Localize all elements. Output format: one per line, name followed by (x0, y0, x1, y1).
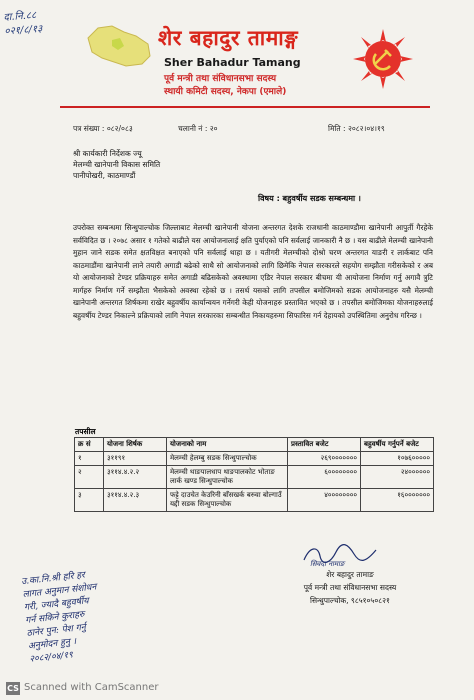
registration-number: दा.नि.८८ (3, 10, 37, 24)
cell-code: ३११९१ (104, 452, 167, 466)
scanner-text: Scanned with CamScanner (24, 682, 159, 693)
note-line: ठानेर पुन: पेश गर्नु (26, 622, 87, 639)
cell-name: मेलम्ची हेलम्बु सडक सिन्धुपाल्चोक (167, 452, 288, 466)
table-row (75, 452, 434, 466)
col-header-budget: प्रस्तावित बजेट (288, 438, 361, 452)
cell-budget: ६०००००००० (288, 466, 361, 489)
table-header-row (75, 438, 434, 452)
handwritten-registration (3, 9, 43, 40)
letter-date: मिति : २०८२।०४।१९ (328, 124, 385, 133)
reference-number: पत्र संख्या : ०८२/०८३ (73, 124, 133, 133)
signature-block (275, 568, 425, 607)
cell-budget: ४०००००००० (288, 489, 361, 512)
cell-code: ३११४.४.२.३ (104, 489, 167, 512)
signatory-title: पूर्व मन्त्री तथा संविधानसभा सदस्य (303, 583, 397, 592)
cell-sn: २ (75, 466, 104, 489)
cell-sn: ३ (75, 489, 104, 512)
note-line: अनुमोदन हुनु । (27, 636, 77, 652)
note-line: गर्न सकिने कुराहरु (24, 609, 85, 626)
header-divider (60, 106, 430, 108)
signature-scribble (300, 540, 380, 568)
projects-table (74, 437, 434, 512)
cell-name: फट्टे दाउचेत केउरिनी बाँसखर्क बरुवा बोल्गाउँ यद्दी सडक सिन्धुपाल्चोक (167, 489, 288, 512)
cell-name: मेलम्ची थाङपालधाप थाङपालकोट भोताङ लार्क खण्ड सिन्धुपाल्चोक (167, 466, 288, 489)
letterhead-name-np: शेर बहादुर तामाङ्ग (158, 26, 299, 50)
recipient-line: श्री कार्यकारी निर्देशक ज्यू (73, 149, 142, 158)
cell-budget: २६९००००००० (288, 452, 361, 466)
letterhead-subtitle-2: स्थायी कमिटी सदस्य, नेकपा (एमाले) (164, 87, 287, 97)
table-title: तपसील (75, 427, 96, 436)
body-paragraph: उपरोक्त सम्बन्धमा सिन्धुपाल्चोक जिल्लाबाट मेलम्ची खानेपानी योजना अन्तरगत देशके राजधानी काठमाण्डौमा खानेपानी आपुर्ती गैरहेके सर्वविदित छ । २०७८ असार १ गतेको बाढीले यस आयोजनालाई क्षति पुर्याएको पनि सर्वलाई जानकारी नै छ । यस बाढीले मेलम्ची खानेपानी मुहान जाने सडक समेत क्षतविक्षत बनाएको पनि सर्वलाई थाहा छ । यतीगरी मेलम्चीको दोश्रो चरण अन्तरगत याङरी र लार्कबाट पनि काठमाडौंमा खानेपानी लाने तयारी अगाडी बढेको साथै सो आयोजनाको लागि छिमेकि नेपाल सरकारले सहयोग सम्झौता गरीसकेको र अब यो आयोजनाको टेण्डर प्रक्रियाहरु समेत अगाडी बढिसकेको अवस्थामा एडिर नेपाल सरकार बीचमा यी आयोजना निर्माण गर्नु अगावै त्रुटि मार्गहरु निर्माण गर्ने सम्झौता भैसकेको अवस्था रहेको छ । तसर्थ यसको लागि तपसील बमोजिमको सडक आयोजनाहरु यसै मेलम्ची खानेपानी अन्तरगत शिर्षकमा राखेर बहुवर्षीय कार्यान्वयन गर्नेगरी केही योजनाहरु प्रस्तावित भएको छ । तपसील बमोजिमका योजनाहरुलाई बहुवर्षीय टेण्डर निकाल्ने प्रक्रियाको लागि नेपाल सरकारका सम्बन्धीत निकायहरुमा सिफारिस गर्न देहायको उपस्थितिमा अनुरोध गरिन्छ । (73, 223, 433, 320)
recipient-block (73, 148, 160, 181)
recipient-line: मेलम्ची खानेपानी विकास समिति (73, 160, 161, 169)
camscanner-logo-icon: CS (7, 684, 19, 693)
note-line: लागत अनुमान संशोधन (22, 582, 97, 601)
recipient-line: पानीपोखरी, काठमाण्डौं (73, 171, 136, 180)
table-row (75, 466, 434, 489)
cell-code: ३११४.४.२.२ (104, 466, 167, 489)
nepal-map-icon (84, 18, 154, 72)
party-emblem-icon (352, 28, 414, 90)
signatory-name: शेर बहादुर तामाङ (326, 570, 374, 579)
signature-scribble-text: सिवदा नामाङ (310, 560, 345, 568)
col-header-sn: क्र सं (75, 438, 104, 452)
signatory-contact: सिन्धुपाल्चोक, ९८५१०५०८२१ (310, 596, 390, 605)
cell-multiyear: १०७६००००० (361, 452, 434, 466)
col-header-multiyear: बहुवर्षीय गर्नुपर्ने बजेट (361, 438, 434, 452)
cell-multiyear: २४०००००० (361, 466, 434, 489)
col-header-name: योजनाको नाम (167, 438, 288, 452)
dispatch-number: चलानी नं : २० (178, 124, 218, 133)
col-header-code: योजना शिर्षक (104, 438, 167, 452)
registration-date: ०२१/८/१३ (4, 23, 43, 38)
letterhead-name-en: Sher Bahadur Tamang (164, 56, 301, 69)
cell-sn: १ (75, 452, 104, 466)
cell-multiyear: १६००००००० (361, 489, 434, 512)
table-row (75, 489, 434, 512)
subject-line: विषय : बहुवर्षीय सडक सम्बन्धमा । (258, 194, 361, 203)
handwritten-note (21, 556, 221, 685)
note-line: उ.का.नि.श्री हरि हर (20, 570, 86, 588)
note-line: गरी, ज्यादै बहुवर्षीय (23, 596, 90, 614)
note-line: २०८२/०४/१९ (29, 650, 74, 665)
letterhead-subtitle-1: पूर्व मन्त्री तथा संविधानसभा सदस्य (164, 74, 277, 84)
